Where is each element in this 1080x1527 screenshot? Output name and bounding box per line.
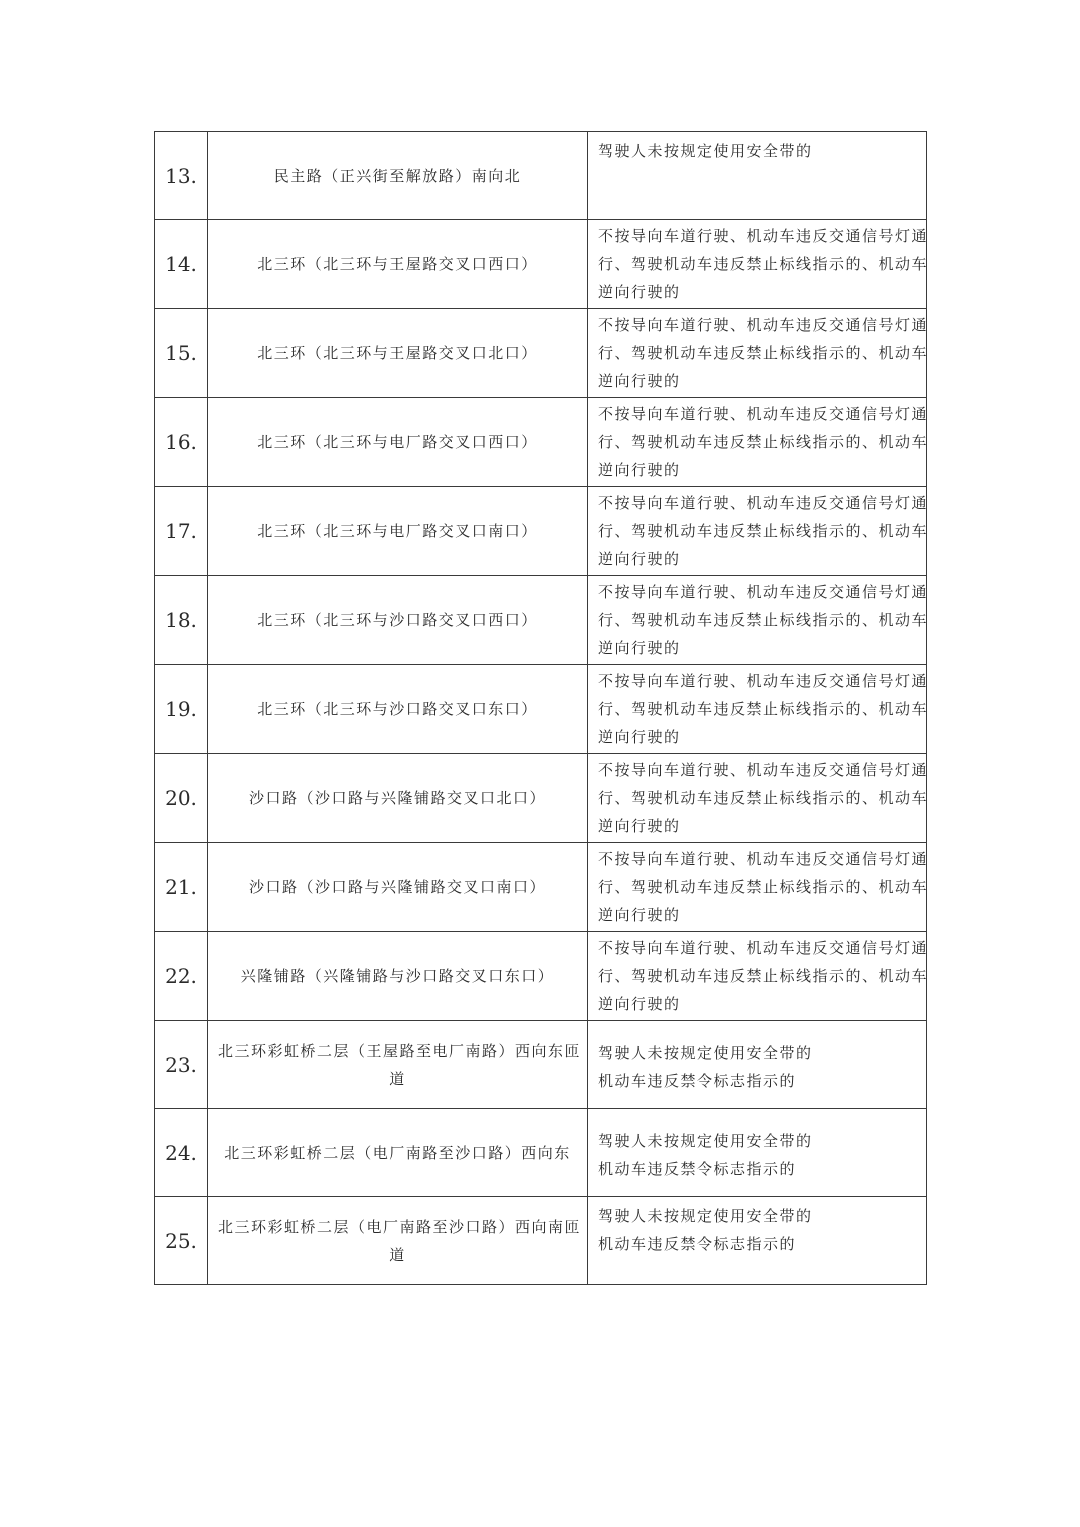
violation-cell [588, 309, 927, 398]
location-cell [208, 220, 588, 309]
row-number: 17. [155, 487, 208, 576]
violation-text: 行、驾驶机动车违反禁止标线指示的、机动车 [598, 433, 929, 451]
violation-text: 不按导向车道行驶、机动车违反交通信号灯通 [598, 227, 929, 245]
violation-text: 行、驾驶机动车违反禁止标线指示的、机动车 [598, 967, 929, 985]
table-row [155, 665, 927, 754]
location-cell [208, 932, 588, 1021]
location-cell [208, 576, 588, 665]
violation-text: 行、驾驶机动车违反禁止标线指示的、机动车 [598, 789, 929, 807]
table-row [155, 132, 927, 220]
violation-text: 机动车违反禁令标志指示的 [598, 1160, 797, 1178]
location-text: 沙口路（沙口路与兴隆铺路交叉口南口） [248, 878, 546, 896]
location-text: 北三环彩虹桥二层（王屋路至电厂南路）西向东匝 [218, 1041, 582, 1060]
violation-text: 不按导向车道行驶、机动车违反交通信号灯通 [598, 316, 929, 334]
violation-text: 逆向行驶的 [598, 461, 681, 479]
violation-text: 机动车违反禁令标志指示的 [598, 1072, 797, 1090]
violation-text: 逆向行驶的 [598, 817, 681, 835]
row-number: 23. [155, 1021, 208, 1109]
table-row [155, 487, 927, 576]
table-row [155, 932, 927, 1021]
violation-text: 行、驾驶机动车违反禁止标线指示的、机动车 [598, 522, 929, 540]
row-number: 15. [155, 309, 208, 398]
location-cell [208, 1197, 588, 1285]
location-text: 道 [389, 1069, 406, 1088]
table-row [155, 1021, 927, 1109]
location-cell [208, 309, 588, 398]
row-number: 21. [155, 843, 208, 932]
violation-cell [588, 398, 927, 487]
violation-cell [588, 754, 927, 843]
row-number: 25. [155, 1197, 208, 1285]
table-row [155, 309, 927, 398]
violation-text: 行、驾驶机动车违反禁止标线指示的、机动车 [598, 344, 929, 362]
location-cell [208, 132, 588, 220]
violation-text: 不按导向车道行驶、机动车违反交通信号灯通 [598, 405, 929, 423]
violation-cell [588, 1197, 927, 1285]
table-row [155, 220, 927, 309]
location-text: 北三环（北三环与电厂路交叉口西口） [257, 433, 538, 451]
violation-cell [588, 843, 927, 932]
violation-text: 行、驾驶机动车违反禁止标线指示的、机动车 [598, 878, 929, 896]
violation-text: 不按导向车道行驶、机动车违反交通信号灯通 [598, 494, 929, 512]
violation-text: 驾驶人未按规定使用安全带的 [598, 1044, 813, 1062]
violation-cell [588, 576, 927, 665]
violation-cell [588, 1021, 927, 1109]
location-text: 北三环彩虹桥二层（电厂南路至沙口路）西向南匝 [218, 1217, 582, 1236]
location-cell [208, 1109, 588, 1197]
violation-text: 驾驶人未按规定使用安全带的 [598, 1207, 813, 1225]
violation-text: 逆向行驶的 [598, 639, 681, 657]
row-number: 18. [155, 576, 208, 665]
violation-cell [588, 1109, 927, 1197]
table-row [155, 1109, 927, 1197]
violation-text: 不按导向车道行驶、机动车违反交通信号灯通 [598, 583, 929, 601]
location-text: 道 [389, 1245, 406, 1264]
table-row [155, 576, 927, 665]
violation-table [154, 131, 927, 1285]
location-text: 北三环（北三环与王屋路交叉口北口） [257, 344, 538, 362]
violation-text: 不按导向车道行驶、机动车违反交通信号灯通 [598, 672, 929, 690]
location-cell [208, 754, 588, 843]
location-text: 沙口路（沙口路与兴隆铺路交叉口北口） [248, 789, 546, 807]
row-number: 22. [155, 932, 208, 1021]
violation-text: 逆向行驶的 [598, 728, 681, 746]
location-text: 北三环（北三环与电厂路交叉口南口） [257, 522, 538, 540]
location-text: 北三环（北三环与沙口路交叉口西口） [257, 611, 538, 629]
violation-cell [588, 132, 927, 220]
location-text: 北三环（北三环与沙口路交叉口东口） [257, 700, 538, 718]
location-text: 民主路（正兴街至解放路）南向北 [273, 166, 522, 185]
location-cell [208, 1021, 588, 1109]
table-row [155, 843, 927, 932]
table-row [155, 754, 927, 843]
violation-text: 行、驾驶机动车违反禁止标线指示的、机动车 [598, 700, 929, 718]
violation-text: 逆向行驶的 [598, 906, 681, 924]
violation-text: 逆向行驶的 [598, 995, 681, 1013]
row-number: 20. [155, 754, 208, 843]
location-cell [208, 487, 588, 576]
violation-text: 逆向行驶的 [598, 372, 681, 390]
table-row [155, 1197, 927, 1285]
row-number: 24. [155, 1109, 208, 1197]
violation-text: 不按导向车道行驶、机动车违反交通信号灯通 [598, 850, 929, 868]
violation-text: 行、驾驶机动车违反禁止标线指示的、机动车 [598, 611, 929, 629]
violation-text: 行、驾驶机动车违反禁止标线指示的、机动车 [598, 255, 929, 273]
violation-cell [588, 665, 927, 754]
location-text: 北三环（北三环与王屋路交叉口西口） [257, 255, 538, 273]
location-cell [208, 665, 588, 754]
violation-text: 驾驶人未按规定使用安全带的 [598, 1132, 813, 1150]
violation-text: 逆向行驶的 [598, 550, 681, 568]
location-cell [208, 398, 588, 487]
row-number: 13. [155, 132, 208, 220]
violation-table-body [155, 132, 927, 1285]
violation-cell [588, 487, 927, 576]
violation-text: 机动车违反禁令标志指示的 [598, 1235, 797, 1253]
violation-cell [588, 220, 927, 309]
location-cell [208, 843, 588, 932]
violation-text: 驾驶人未按规定使用安全带的 [598, 142, 813, 160]
row-number: 16. [155, 398, 208, 487]
violation-text: 逆向行驶的 [598, 283, 681, 301]
row-number: 19. [155, 665, 208, 754]
location-text: 北三环彩虹桥二层（电厂南路至沙口路）西向东 [224, 1143, 571, 1162]
table-row [155, 398, 927, 487]
violation-text: 不按导向车道行驶、机动车违反交通信号灯通 [598, 761, 929, 779]
row-number: 14. [155, 220, 208, 309]
location-text: 兴隆铺路（兴隆铺路与沙口路交叉口东口） [240, 967, 555, 985]
violation-cell [588, 932, 927, 1021]
violation-text: 不按导向车道行驶、机动车违反交通信号灯通 [598, 939, 929, 957]
